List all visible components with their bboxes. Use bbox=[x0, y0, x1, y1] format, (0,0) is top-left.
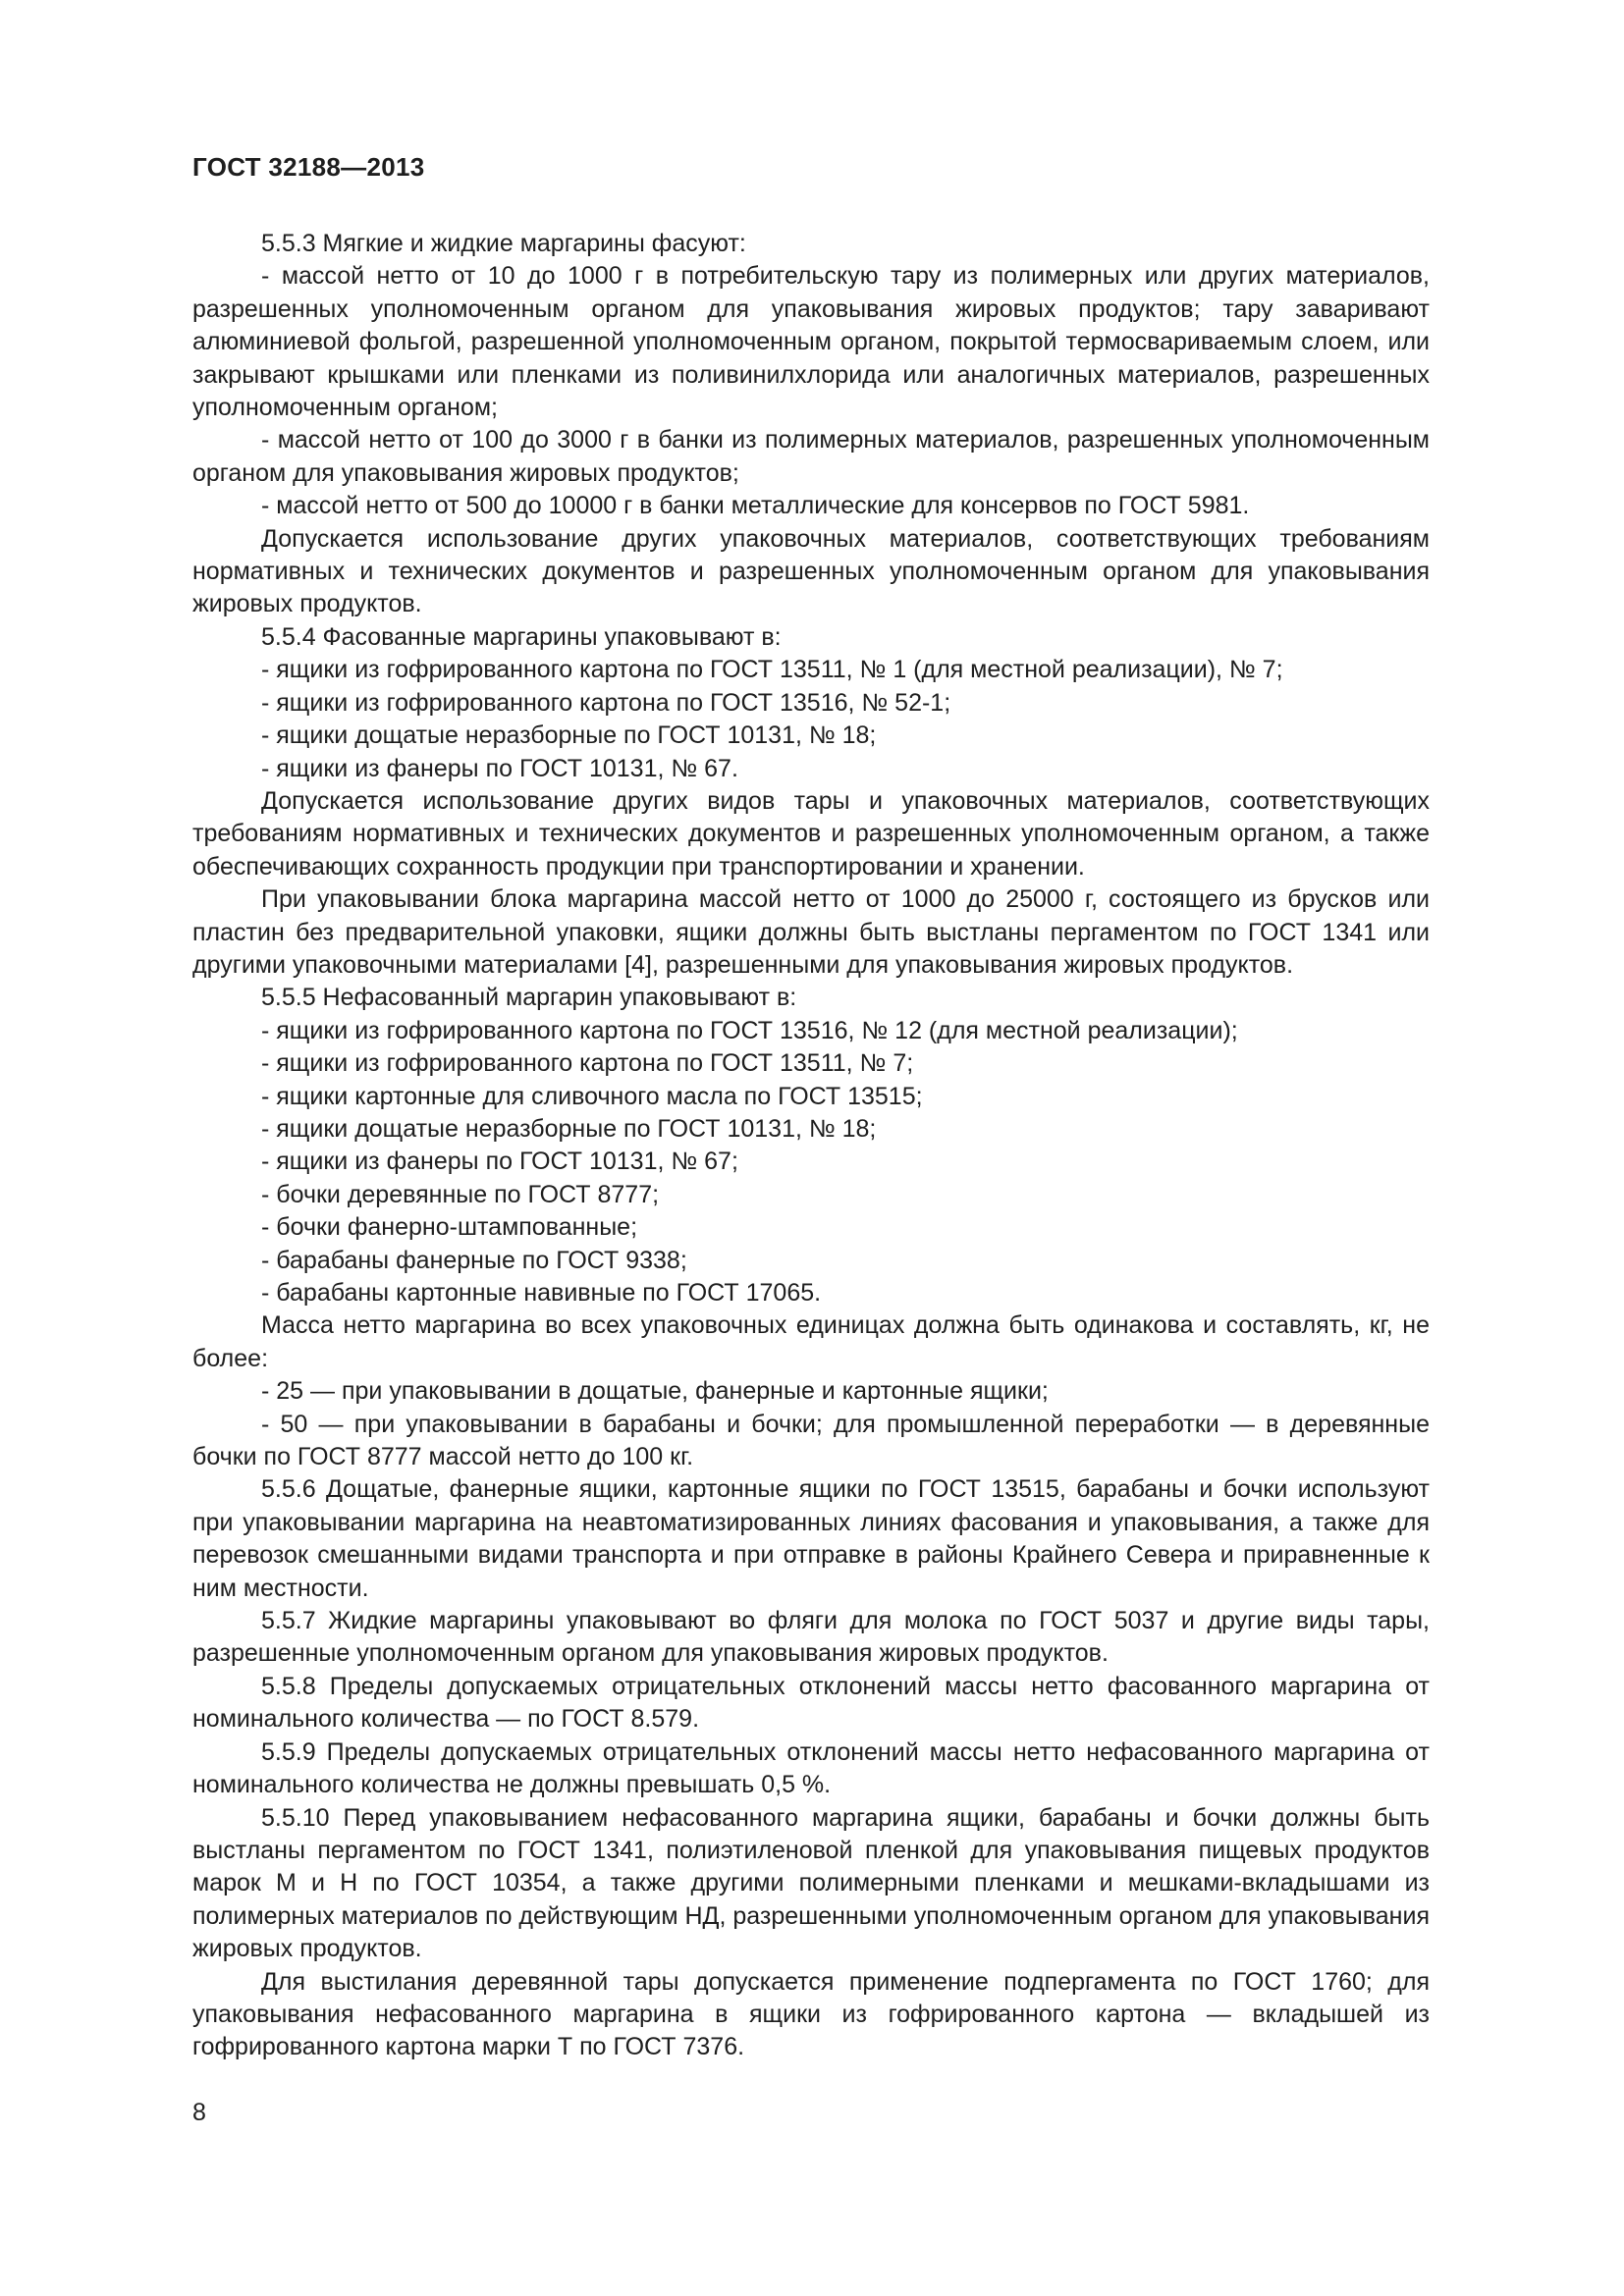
paragraph: - 50 — при упаковывании в барабаны и бочки; для промышленной переработки — в деревянные бочки по ГОСТ 8777 массой нетто до 100 кг. bbox=[192, 1410, 1430, 1471]
paragraph: - барабаны фанерные по ГОСТ 9338; bbox=[261, 1246, 687, 1274]
paragraph: 5.5.4 Фасованные маргарины упаковывают в: bbox=[261, 622, 782, 651]
paragraph: 5.5.8 Пределы допускаемых отрицательных отклонений массы нетто фасованного маргарина от номинального количества — по ГОСТ 8.579. bbox=[192, 1672, 1430, 1734]
paragraph: - ящики из гофрированного картона по ГОСТ 13511, № 1 (для местной реализации), № 7; bbox=[261, 656, 1283, 684]
paragraph: - массой нетто от 10 до 1000 г в потребительскую тару из полимерных или других материалов, разрешенных уполномоченным органом для упаковывания жировых продуктов; тару заваривают алюминиевой фольгой, разрешенной уполномоченным органом, покрытой термосвариваемым слоем, или закрывают крышками или пленками из поливинилхлорида или аналогичных материалов, разрешенных уполномоченным органом; bbox=[192, 262, 1430, 422]
document-body bbox=[192, 228, 1430, 2064]
paragraph: 5.5.6 Дощатые, фанерные ящики, картонные ящики по ГОСТ 13515, барабаны и бочки используют при упаковывании маргарина на неавтоматизированных линиях фасования и упаковывания, а также для перевозок смешанными видами транспорта и при отправке в районы Крайнего Севера и приравненные к ним местности. bbox=[192, 1475, 1430, 1602]
paragraph: 5.5.9 Пределы допускаемых отрицательных отклонений массы нетто нефасованного маргарина от номинального количества не должны превышать 0,5 %. bbox=[192, 1737, 1430, 1799]
document-header: ГОСТ 32188—2013 bbox=[192, 152, 425, 182]
paragraph: - ящики из гофрированного картона по ГОСТ 13511, № 7; bbox=[261, 1049, 914, 1078]
paragraph: - ящики из фанеры по ГОСТ 10131, № 67; bbox=[261, 1148, 738, 1176]
paragraph: Масса нетто маргарина во всех упаковочных единицах должна быть одинакова и составлять, кг, не более: bbox=[192, 1311, 1430, 1372]
paragraph: - барабаны картонные навивные по ГОСТ 17065. bbox=[261, 1279, 822, 1307]
paragraph: 5.5.3 Мягкие и жидкие маргарины фасуют: bbox=[261, 230, 746, 257]
paragraph: Допускается использование других упаковочных материалов, соответствующих требованиям нормативных и технических документов и разрешенных уполномоченным органом для упаковывания жировых продуктов. bbox=[192, 524, 1430, 618]
paragraph: - ящики дощатые неразборные по ГОСТ 10131, № 18; bbox=[261, 1114, 877, 1143]
paragraph: - ящики из фанеры по ГОСТ 10131, № 67. bbox=[261, 754, 738, 782]
paragraph: - ящики из гофрированного картона по ГОСТ 13516, № 52-1; bbox=[261, 688, 951, 717]
paragraph: - массой нетто от 500 до 10000 г в банки металлические для консервов по ГОСТ 5981. bbox=[261, 492, 1250, 520]
paragraph: - бочки деревянные по ГОСТ 8777; bbox=[261, 1180, 660, 1208]
paragraph: 5.5.5 Нефасованный маргарин упаковывают в: bbox=[261, 984, 797, 1012]
paragraph: Допускается использование других видов тары и упаковочных материалов, соответствующих требованиям нормативных и технических документов и разрешенных уполномоченным органом, а также обеспечивающих сохранность продукции при транспортировании и хранении. bbox=[192, 786, 1430, 881]
paragraph: - 25 — при упаковывании в дощатые, фанерные и картонные ящики; bbox=[261, 1377, 1049, 1406]
paragraph: 5.5.7 Жидкие маргарины упаковывают во фляги для молока по ГОСТ 5037 и другие виды тары, разрешенные уполномоченным органом для упаковывания жировых продуктов. bbox=[192, 1607, 1430, 1668]
paragraph: - массой нетто от 100 до 3000 г в банки из полимерных материалов, разрешенных уполномоченным органом для упаковывания жировых продуктов; bbox=[192, 426, 1430, 487]
paragraph: - ящики из гофрированного картона по ГОСТ 13516, № 12 (для местной реализации); bbox=[261, 1016, 1238, 1044]
paragraph: - бочки фанерно-штампованные; bbox=[261, 1213, 638, 1242]
paragraph: При упаковывании блока маргарина массой нетто от 1000 до 25000 г, состоящего из брусков или пластин без предварительной упаковки, ящики должны быть выстланы пергаментом по ГОСТ 1341 или другими упаковочными материалами [4], разрешенными для упаковывания жировых продуктов. bbox=[192, 885, 1430, 979]
paragraph: - ящики дощатые неразборные по ГОСТ 10131, № 18; bbox=[261, 721, 877, 750]
paragraph: Для выстилания деревянной тары допускается применение подпергамента по ГОСТ 1760; для упаковывания нефасованного маргарина в ящики из гофрированного картона — вкладышей из гофрированного картона марки Т по ГОСТ 7376. bbox=[192, 1967, 1430, 2061]
paragraph: 5.5.10 Перед упаковыванием нефасованного маргарина ящики, барабаны и бочки должны быть выстланы пергаментом по ГОСТ 1341, полиэтиленовой пленкой для упаковывания пищевых продуктов марок М и Н по ГОСТ 10354, а также другими полимерными пленками и мешками-вкладышами из полимерных материалов по действующим НД, разрешенными уполномоченным органом для упаковывания жировых продуктов. bbox=[192, 1803, 1430, 1963]
paragraph: - ящики картонные для сливочного масла по ГОСТ 13515; bbox=[261, 1082, 923, 1110]
page-number: 8 bbox=[192, 2099, 206, 2126]
